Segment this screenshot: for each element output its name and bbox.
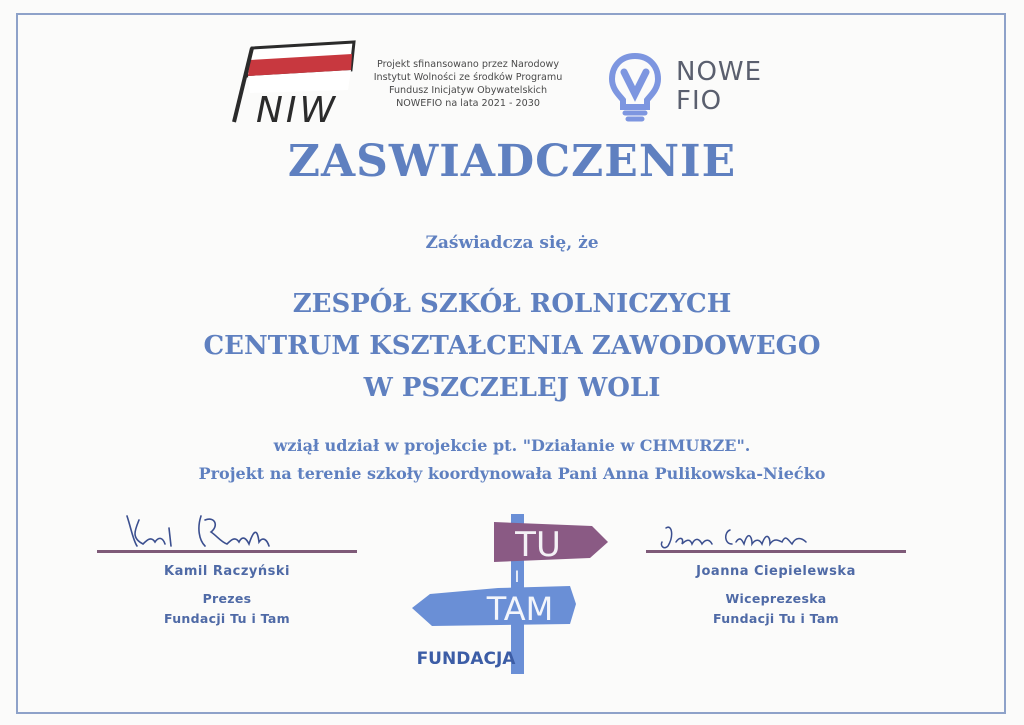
- signer-role-line: Wiceprezeska: [725, 591, 827, 606]
- funding-line: NOWEFIO na lata 2021 - 2030: [396, 98, 540, 109]
- fio-line: NOWE: [676, 57, 763, 87]
- handwritten-signature: [97, 506, 357, 554]
- signer-role: [646, 589, 906, 629]
- logo-text-tam: TAM: [486, 590, 554, 628]
- niw-logo: [226, 40, 358, 128]
- lightbulb-icon: [608, 52, 662, 122]
- signature-block-left: [97, 506, 357, 629]
- signer-role: [97, 589, 357, 629]
- handwritten-signature: [646, 506, 906, 554]
- niw-logo-text: NIW: [256, 90, 339, 128]
- signer-name: Joanna Ciepielewska: [696, 564, 856, 579]
- organization-line: ZESPÓŁ SZKÓŁ ROLNICZYCH: [292, 289, 732, 319]
- certificate-intro: Zaświadcza się, że: [425, 233, 599, 253]
- fio-logo-text: [676, 58, 762, 116]
- organization-line: CENTRUM KSZTAŁCENIA ZAWODOWEGO: [203, 331, 821, 361]
- certificate-title: ZASWIADCZENIE: [287, 136, 737, 187]
- participation-text: wziął udział w projekcie pt. "Działanie w CHMURZE".: [273, 436, 751, 455]
- coordinator-text: Projekt na terenie szkoły koordynowała Pani Anna Pulikowska-Niećko: [198, 464, 826, 483]
- signature-line: [646, 550, 906, 553]
- fio-line: FIO: [676, 86, 723, 116]
- signer-role-line: Prezes: [202, 591, 252, 606]
- tu-i-tam-foundation-logo: [410, 508, 615, 678]
- organization-name: [0, 283, 1024, 409]
- signer-name: Kamil Raczyński: [164, 564, 290, 579]
- signer-role-line: Fundacji Tu i Tam: [713, 611, 839, 626]
- funding-line: Instytut Wolności ze środków Programu: [373, 72, 563, 83]
- signature-line: [97, 550, 357, 553]
- organization-line: W PSZCZELEJ WOLI: [363, 373, 661, 403]
- logo-text-fundacja: FUNDACJA: [416, 649, 516, 669]
- logo-text-i: I: [514, 567, 520, 586]
- funding-line: Fundusz Inicjatyw Obywatelskich: [388, 85, 548, 96]
- funding-note: [364, 58, 572, 110]
- funding-line: Projekt sfinansowano przez Narodowy: [376, 59, 560, 70]
- signer-role-line: Fundacji Tu i Tam: [164, 611, 290, 626]
- signature-block-right: [646, 506, 906, 629]
- logo-text-tu: TU: [515, 525, 561, 565]
